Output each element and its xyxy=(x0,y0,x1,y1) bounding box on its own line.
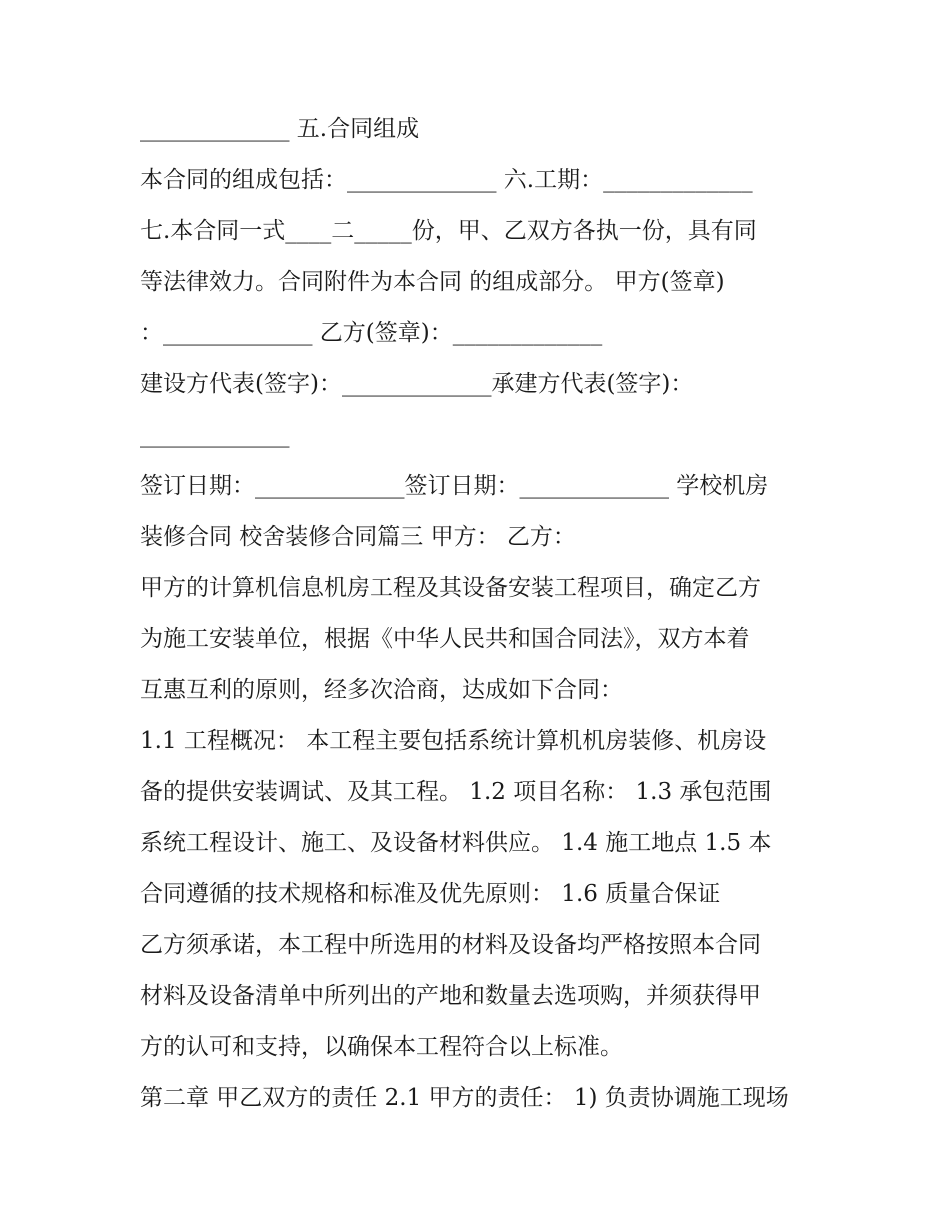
text-line-17: 乙方须承诺，本工程中所选用的材料及设备均严格按照本合同 xyxy=(140,932,761,958)
text-line-6: 建设方代表(签字)：_____________承建方代表(签字)： xyxy=(140,371,694,397)
text-line-4: 等法律效力。合同附件为本合同 的组成部分。 甲方(签章) xyxy=(140,269,725,295)
text-line-14: 备的提供安装调试、及其工程。 1.2 项目名称： 1.3 承包范围 xyxy=(140,779,772,805)
text-line-3: 七.本合同一式____二_____份，甲、乙双方各执一份，具有同 xyxy=(140,218,757,244)
text-line-9: 装修合同 校舍装修合同篇三 甲方： 乙方： xyxy=(140,524,576,550)
text-line-16: 合同遵循的技术规格和标准及优先原则： 1.6 质量合保证 xyxy=(140,881,721,907)
text-line-11: 为施工安装单位，根据《中华人民共和国合同法》，双方本着 xyxy=(140,626,750,652)
text-line-15: 系统工程设计、施工、及设备材料供应。 1.4 施工地点 1.5 本 xyxy=(140,830,772,856)
text-line-2: 本合同的组成包括：_____________ 六.工期：_____________ xyxy=(140,167,753,193)
text-line-10: 甲方的计算机信息机房工程及其设备安装工程项目，确定乙方 xyxy=(140,575,761,601)
text-line-7: _____________ xyxy=(140,422,290,448)
text-line-1: _____________ 五.合同组成 xyxy=(140,116,420,142)
text-line-18: 材料及设备清单中所列出的产地和数量去选项购，并须获得甲 xyxy=(140,983,761,1009)
text-line-13: 1.1 工程概况： 本工程主要包括系统计算机机房装修、机房设 xyxy=(140,728,767,754)
text-line-20: 第二章 甲乙双方的责任 2.1 甲方的责任： 1) 负责协调施工现场 xyxy=(140,1085,789,1111)
text-line-12: 互惠互利的原则，经多次洽商，达成如下合同： xyxy=(140,677,623,703)
text-line-8: 签订日期：_____________签订日期：_____________ 学校机房 xyxy=(140,473,769,499)
text-line-5: ：_____________ 乙方(签章)：_____________ xyxy=(140,320,603,346)
text-line-19: 方的认可和支持，以确保本工程符合以上标准。 xyxy=(140,1034,623,1060)
document-body xyxy=(140,104,820,1124)
